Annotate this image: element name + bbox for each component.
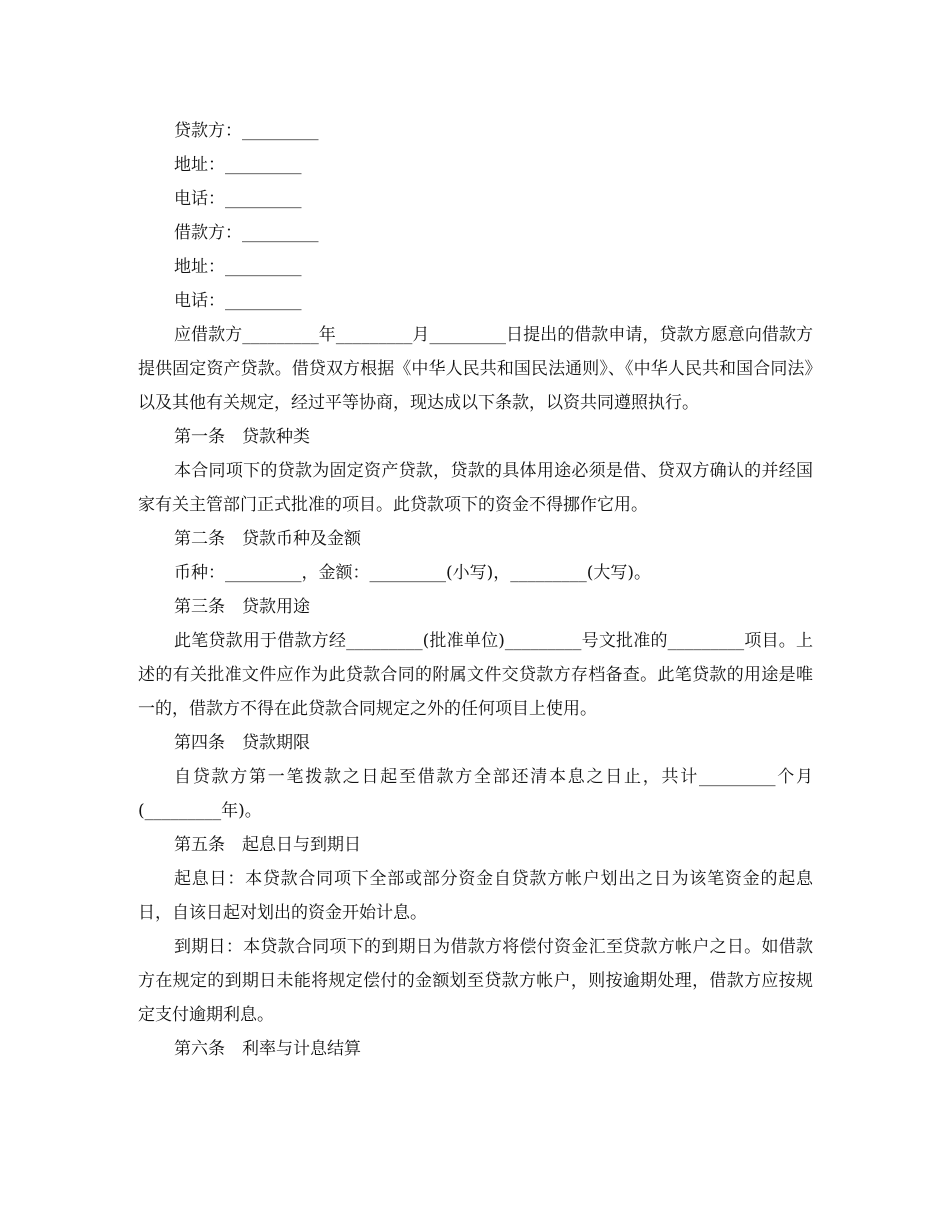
lender-address-line: 地址：_________ xyxy=(174,155,302,175)
article-3-heading: 第三条 贷款用途 xyxy=(174,597,310,617)
article-5-paragraph-maturity-date: 到期日：本贷款合同项下的到期日为借款方将偿付资金汇至贷款方帐户之日。如借款方在规定的到期日未能将规定偿付的金额划至贷款方帐户，则按逾期处理，借款方应按规定支付逾期利息。 xyxy=(138,937,813,1025)
lender-phone-line: 电话：_________ xyxy=(174,189,302,209)
parties-block xyxy=(138,114,813,318)
article-2-paragraph: 币种：_________，金额：_________(小写)，_________(大写)。 xyxy=(174,563,652,583)
article-2-heading: 第二条 贷款币种及金额 xyxy=(174,529,361,549)
article-1-heading: 第一条 贷款种类 xyxy=(174,427,310,447)
article-5-paragraph-start-date: 起息日：本贷款合同项下全部或部分资金自贷款方帐户划出之日为该笔资金的起息日，自该日起对划出的资金开始计息。 xyxy=(138,869,813,923)
borrower-name-line: 借款方：_________ xyxy=(174,223,319,243)
preamble-paragraph: 应借款方_________年_________月_________日提出的借款申请，贷款方愿意向借款方提供固定资产贷款。借贷双方根据《中华人民共和国民法通则》、《中华人民共和国合同法》以及其他有关规定，经过平等协商，现达成以下条款，以资共同遵照执行。 xyxy=(138,325,813,413)
article-4-heading: 第四条 贷款期限 xyxy=(174,733,310,753)
borrower-address-line: 地址：_________ xyxy=(174,257,302,277)
article-5-heading: 第五条 起息日与到期日 xyxy=(174,835,361,855)
article-6-heading: 第六条 利率与计息结算 xyxy=(174,1039,361,1059)
article-1-paragraph: 本合同项下的贷款为固定资产贷款，贷款的具体用途必须是借、贷双方确认的并经国家有关主管部门正式批准的项目。此贷款项下的资金不得挪作它用。 xyxy=(138,461,813,515)
article-3-paragraph: 此笔贷款用于借款方经_________(批准单位)_________号文批准的_________项目。上述的有关批准文件应作为此贷款合同的附属文件交贷款方存档备查。此笔贷款的用途是唯一的，借款方不得在此贷款合同规定之外的任何项目上使用。 xyxy=(138,631,813,719)
contract-body xyxy=(138,114,813,1066)
article-4-paragraph: 自贷款方第一笔拨款之日起至借款方全部还清本息之日止，共计_________个月(_________年)。 xyxy=(138,767,813,821)
lender-name-line: 贷款方：_________ xyxy=(174,121,319,141)
borrower-phone-line: 电话：_________ xyxy=(174,291,302,311)
